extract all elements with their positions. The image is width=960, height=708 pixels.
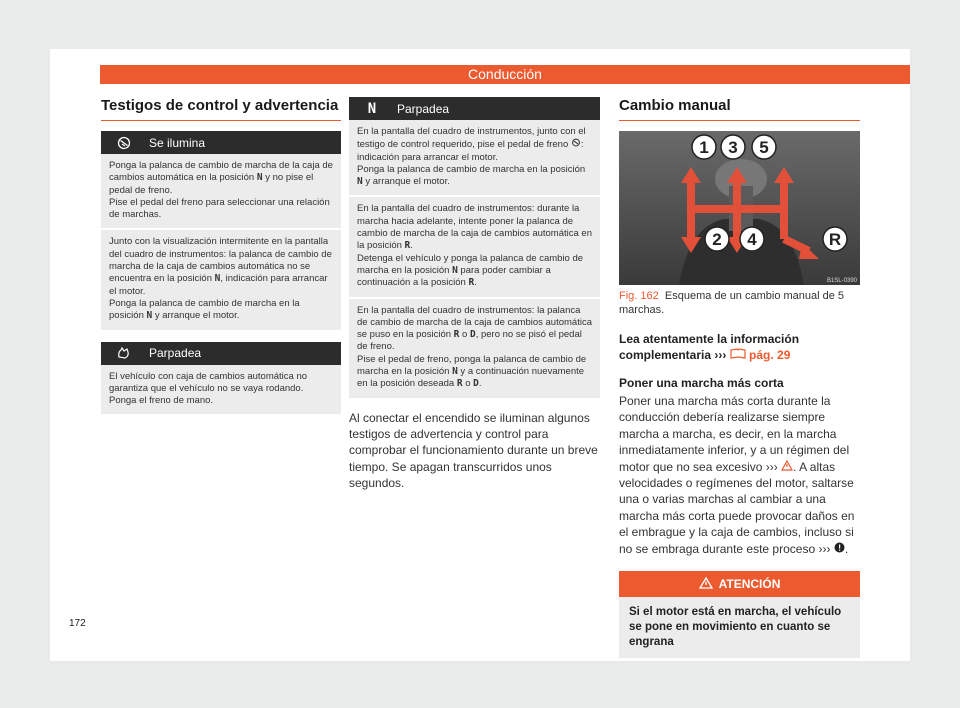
brake-foot-icon: [101, 136, 147, 150]
paragraph: Al conectar el encendido se iluminan algunos testigos de advertencia y control para comprobar el funcionamiento durante un breve tiempo. Se apagan transcurridos unos segundos.: [349, 410, 598, 491]
box-header-se-ilumina: [101, 131, 341, 154]
section-title-testigos: Testigos de control y advertencia: [101, 97, 341, 121]
gear-label-5: 5: [759, 138, 769, 157]
gear-label-r: R: [828, 230, 842, 249]
paragraph: Poner una marcha más corta durante la conducción debería realizarse siempre marcha a marcha, es decir, en la marcha inmediatamente inferior, y a un régimen del motor que no sea excesivo ››› . A altas velocidades o regímenes del motor, saltarse una o varias marchas al cambiar a una marcha más corta puede provocar daños en el embrague y la caja de cambios, incluso si no se embraga durante este proceso ››› .: [619, 394, 855, 556]
column-middle: [349, 97, 600, 492]
gear-label-4: 4: [747, 230, 757, 249]
column-right: [619, 97, 860, 658]
warning-triangle-icon: [781, 460, 793, 474]
box-header-parpadea: [101, 342, 341, 365]
box-heading: Se ilumina: [149, 135, 206, 150]
info-block: En la pantalla del cuadro de instrumentos, junto con el testigo de control requerido, pise el pedal de freno : indicación para arrancar el motor. Ponga la palanca de cambio de marcha en la posición N y arranque el motor.: [349, 120, 600, 195]
info-block: En la pantalla del cuadro de instrumentos: durante la marcha hacia adelante, intente poner la palanca de cambio de marcha de la caja de cambios automática en la posición R. Detenga el vehículo y ponga la palanca de cambio de marcha en la posición N para poder cambiar a continuación a la posición R.: [349, 195, 600, 296]
figure-id: B1SL-0390: [826, 278, 857, 284]
info-circle-icon: [834, 542, 845, 556]
info-block: El vehículo con caja de cambios automática no garantiza que el vehículo no se vaya rodando. Ponga el freno de mano.: [101, 365, 341, 415]
gear-shift-figure: [619, 131, 860, 285]
warning-header: ATENCIÓN: [619, 571, 860, 597]
info-block: Junto con la visualización intermitente en la pantalla del cuadro de instrumentos: la palanca de cambio de marcha de la caja de cambios automática no se encuentra en la posición N, indicación para arrancar el motor. Ponga la palanca de cambio de marcha en la posición N y arranque el motor.: [101, 228, 341, 329]
box-header-parpadea-n: [349, 97, 600, 120]
gear-n-icon: N: [367, 100, 377, 117]
info-block: En la pantalla del cuadro de instrumentos: la palanca de cambio de marcha de la caja de cambios automática se puso en la posición R o D, pero no se pisó el pedal de freno. Pise el pedal de freno, ponga la palanca de cambio de marcha en la posición N y a continuación nuevamente en la posición deseada R o D.: [349, 297, 600, 398]
box-heading: Parpadea: [397, 101, 450, 116]
subheading: Poner una marcha más corta: [619, 376, 784, 390]
book-icon: [730, 348, 746, 362]
info-block: Ponga la palanca de cambio de marcha de la caja de cambios automática en la posición N y no pise el pedal de freno. Pise el pedal del freno para seleccionar una relación de marchas.: [101, 154, 341, 228]
gear-label-2: 2: [712, 230, 722, 249]
box-heading: Parpadea: [149, 346, 202, 361]
column-left: [101, 97, 341, 414]
figure-caption: Fig. 162 Esquema de un cambio manual de 5 marchas.: [619, 290, 845, 316]
page-number: 172: [69, 618, 86, 629]
brake-foot-icon: [571, 139, 581, 150]
warning-text: Si el motor está en marcha, el vehículo se pone en movimiento en cuanto se engrana: [619, 597, 860, 658]
warning-box: [619, 571, 860, 658]
page: [50, 49, 910, 661]
read-more-link[interactable]: Lea atentamente la información complementaria ››› pág. 29: [619, 332, 800, 362]
warning-triangle-icon: [699, 577, 713, 592]
section-title-cambio-manual: Cambio manual: [619, 97, 860, 121]
hand-brake-icon: [101, 346, 147, 360]
gear-pattern-illustration: [619, 131, 860, 285]
gear-label-3: 3: [728, 138, 738, 157]
chapter-header: Conducción: [100, 65, 910, 84]
gear-label-1: 1: [699, 138, 709, 157]
